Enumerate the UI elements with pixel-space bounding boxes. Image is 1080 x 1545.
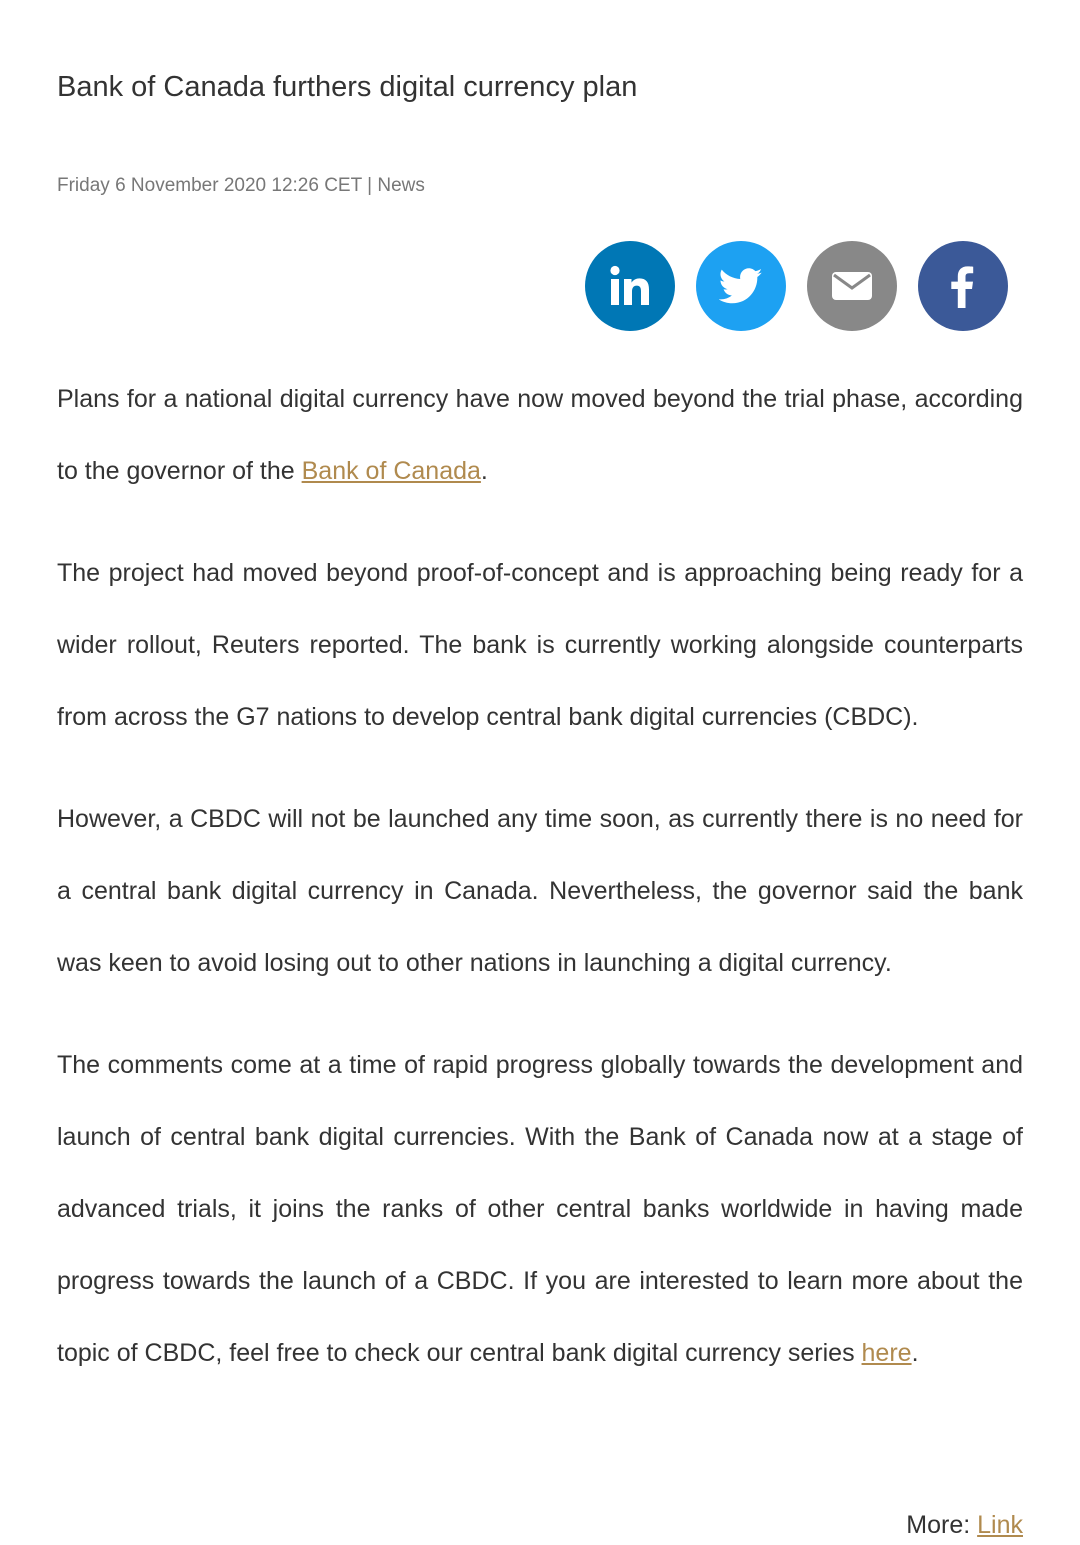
more-link[interactable]: Link — [977, 1511, 1023, 1539]
article-title: Bank of Canada furthers digital currency plan — [57, 71, 638, 103]
more-label: More: — [906, 1511, 978, 1539]
share-facebook-button[interactable] — [918, 241, 1008, 331]
paragraph-4-text: The comments come at a time of rapid progress globally towards the development and launch of central bank digital currencies. With the Bank of Canada now at a stage of advanced trials, it joins the ranks of other central banks worldwide in having made progress towards the launch of a CBDC. If you are interested to learn more about the topic of CBDC, feel free to check our central bank digital currency series — [57, 1051, 1023, 1367]
article-meta: Friday 6 November 2020 12:26 CET | News — [57, 175, 425, 196]
paragraph-1-text: Plans for a national digital currency have now moved beyond the trial phase, according to the governor of the — [57, 385, 1023, 485]
share-linkedin-button[interactable] — [585, 241, 675, 331]
share-email-button[interactable] — [807, 241, 897, 331]
paragraph-2: The project had moved beyond proof-of-concept and is approaching being ready for a wider rollout, Reuters reported. The bank is currently working alongside counterparts from across the G7 nations to develop central bank digital currencies (CBDC). — [57, 559, 1023, 731]
paragraph-3: However, a CBDC will not be launched any time soon, as currently there is no need for a central bank digital currency in Canada. Nevertheless, the governor said the bank was keen to avoid losing out to other nations in launching a digital currency. — [57, 805, 1023, 977]
paragraph-4-end: . — [911, 1339, 919, 1367]
mail-icon — [830, 264, 874, 308]
cbdc-series-link[interactable]: here — [861, 1339, 912, 1367]
linkedin-icon — [608, 264, 652, 308]
share-twitter-button[interactable] — [696, 241, 786, 331]
paragraph-1-end: . — [480, 457, 488, 485]
share-bar — [585, 241, 1008, 331]
article-body — [57, 363, 1023, 1419]
bank-of-canada-link[interactable]: Bank of Canada — [301, 457, 481, 485]
more-link-row — [906, 1505, 1023, 1545]
twitter-icon — [719, 264, 763, 308]
paragraph-1 — [57, 363, 1023, 507]
paragraph-4 — [57, 1029, 1023, 1389]
facebook-icon — [941, 264, 985, 308]
